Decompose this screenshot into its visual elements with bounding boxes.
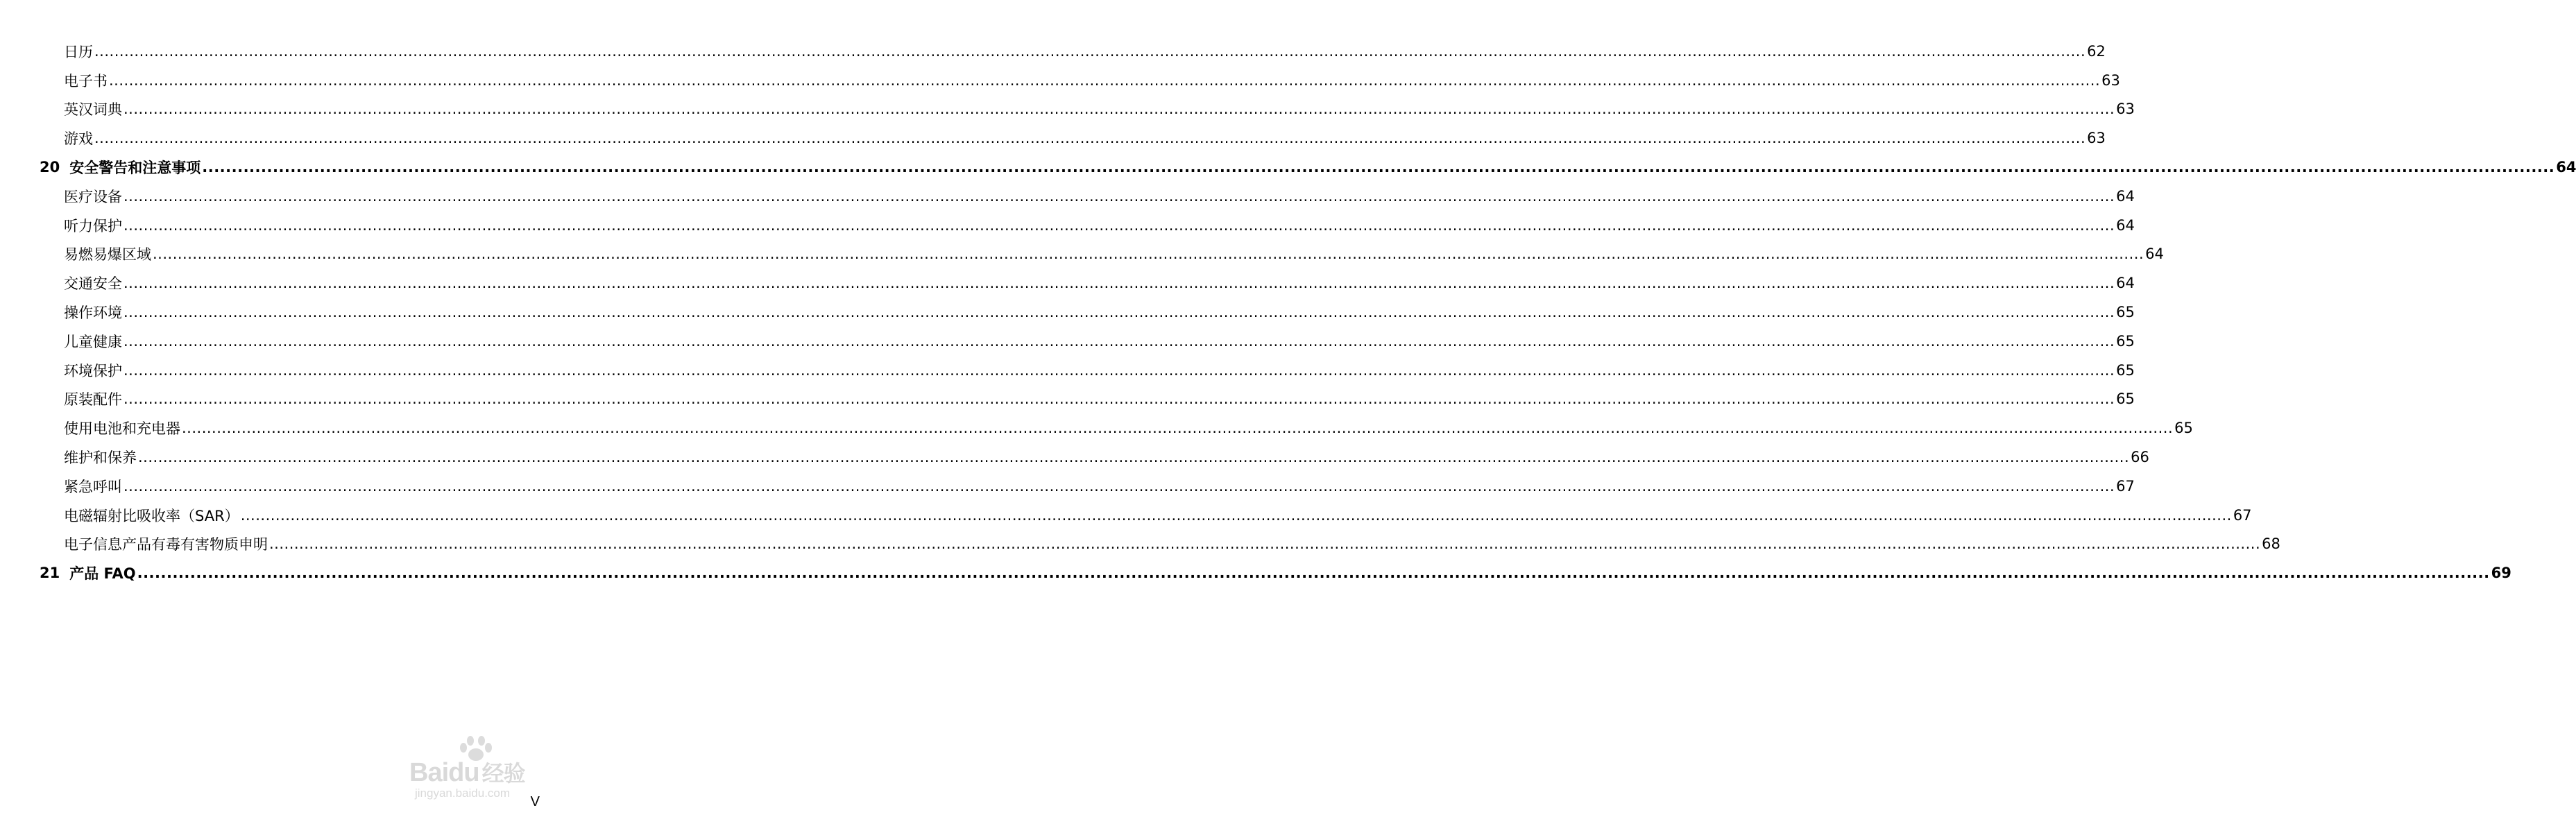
toc-leader-dots: ................................................................................................................................................................................................................................................................................................................................................................................................................ bbox=[109, 71, 2101, 89]
toc-entry bbox=[0, 530, 2280, 559]
toc-entry-page: 67 bbox=[2116, 477, 2135, 495]
toc-entry-page: 65 bbox=[2116, 332, 2135, 350]
toc-entry-page: 64 bbox=[2556, 159, 2576, 176]
toc-entry bbox=[0, 413, 2193, 443]
toc-entry-page: 64 bbox=[2116, 216, 2135, 234]
toc-entry-title: 日历 bbox=[64, 43, 93, 60]
toc-entry-title: 环境保护 bbox=[64, 362, 122, 379]
toc-entry-title: 安全警告和注意事项 bbox=[69, 160, 201, 177]
toc-entry bbox=[0, 66, 2120, 95]
toc-leader-dots: ................................................................................................................................................................................................................................................................................................................................................................................................................ bbox=[182, 420, 2174, 437]
toc-entry-page: 63 bbox=[2087, 130, 2106, 147]
toc-entry bbox=[0, 327, 2135, 356]
toc-leader-dots: ................................................................................................................................................................................................................................................................................................................................................................................................................ bbox=[123, 187, 2115, 205]
toc-entry-title: 英汉词典 bbox=[64, 101, 122, 119]
toc-leader-dots: ................................................................................................................................................................................................................................................................................................................................................................................................................ bbox=[123, 216, 2115, 234]
toc-entry-title: 紧急呼叫 bbox=[64, 478, 122, 495]
toc-entry bbox=[0, 95, 2135, 124]
toc-entry-page: 65 bbox=[2116, 304, 2135, 321]
toc-entry-title: 操作环境 bbox=[64, 304, 122, 322]
toc-entry-title: 电子书 bbox=[64, 72, 108, 89]
toc-entry-page: 68 bbox=[2262, 535, 2280, 553]
toc-entry-title: 游戏 bbox=[64, 130, 93, 148]
toc-entry-page: 64 bbox=[2116, 275, 2135, 292]
toc-leader-dots: ................................................................................................................................................................................................................................................................................................................................................................................................................ bbox=[123, 477, 2115, 495]
toc-leader-dots: ................................................................................................................................................................................................................................................................................................................................................................................................................ bbox=[94, 130, 2086, 147]
toc-leader-dots: ................................................................................................................................................................................................................................................................................................................................................................................................................ bbox=[94, 42, 2086, 60]
toc-entry-title: 原装配件 bbox=[64, 391, 122, 409]
toc-leader-dots: ................................................................................................................................................................................................................................................................................................................................................................................................................ bbox=[240, 506, 2232, 524]
toc-entry bbox=[0, 443, 2149, 472]
toc-entry bbox=[0, 356, 2135, 385]
table-of-contents bbox=[0, 37, 2576, 587]
toc-entry-title: 使用电池和充电器 bbox=[64, 420, 180, 438]
toc-entry bbox=[0, 123, 2106, 153]
toc-chapter-entry bbox=[0, 558, 2511, 587]
toc-chapter-number: 20 bbox=[40, 159, 60, 176]
toc-chapter-entry bbox=[0, 153, 2576, 182]
toc-entry bbox=[0, 472, 2135, 501]
watermark-brand bbox=[409, 756, 525, 788]
toc-entry-page: 63 bbox=[2116, 101, 2135, 118]
page-number: V bbox=[530, 794, 540, 809]
toc-leader-dots: ................................................................................................................................................................................................................................................................................................................................................................................................................ bbox=[123, 275, 2115, 292]
toc-leader-dots: ................................................................................................................................................................................................................................................................................................................................................................................................................ bbox=[123, 101, 2115, 118]
toc-leader-dots: ................................................................................................................................................................................................................................................................................................................................................................................................................ bbox=[123, 390, 2115, 408]
toc-leader-dots: ................................................................................................................................................................................................................................................................................................................................................................................................................ bbox=[138, 449, 2130, 466]
toc-entry-page: 63 bbox=[2101, 71, 2120, 89]
toc-entry-page: 65 bbox=[2116, 390, 2135, 408]
toc-entry-title: 电磁辐射比吸收率（SAR） bbox=[64, 507, 239, 524]
toc-entry-title: 儿童健康 bbox=[64, 333, 122, 350]
toc-entry-title: 维护和保养 bbox=[64, 449, 137, 467]
baidu-jingyan-watermark bbox=[409, 735, 548, 802]
toc-leader-dots: ................................................................................................................................................................................................................................................................................................................................................................................................................ bbox=[123, 304, 2115, 321]
toc-entry-page: 65 bbox=[2174, 420, 2193, 437]
toc-chapter-number: 21 bbox=[40, 565, 60, 582]
toc-entry-title: 听力保护 bbox=[64, 217, 122, 234]
toc-entry-page: 66 bbox=[2131, 449, 2149, 466]
toc-entry-title: 电子信息产品有毒有害物质申明 bbox=[64, 536, 268, 553]
watermark-url: jingyan.baidu.com bbox=[415, 787, 511, 800]
toc-entry-page: 64 bbox=[2116, 187, 2135, 205]
toc-entry bbox=[0, 240, 2164, 269]
toc-entry-page: 65 bbox=[2116, 361, 2135, 379]
toc-entry-page: 64 bbox=[2145, 246, 2164, 263]
toc-entry-page: 69 bbox=[2491, 565, 2511, 582]
toc-leader-dots: ................................................................................................................................................................................................................................................................................................................................................................................................................ bbox=[137, 565, 2490, 582]
toc-entry-title: 医疗设备 bbox=[64, 188, 122, 205]
watermark-brand-latin: Bai bbox=[409, 758, 449, 787]
toc-leader-dots: ................................................................................................................................................................................................................................................................................................................................................................................................................ bbox=[269, 535, 2261, 553]
toc-entry bbox=[0, 211, 2135, 240]
toc-entry bbox=[0, 298, 2135, 327]
toc-leader-dots: ................................................................................................................................................................................................................................................................................................................................................................................................................ bbox=[202, 159, 2555, 176]
toc-entry-title: 易燃易爆区域 bbox=[64, 246, 151, 264]
toc-entry bbox=[0, 37, 2106, 66]
toc-entry bbox=[0, 268, 2135, 298]
toc-leader-dots: ................................................................................................................................................................................................................................................................................................................................................................................................................ bbox=[123, 332, 2115, 350]
toc-entry bbox=[0, 385, 2135, 414]
toc-entry bbox=[0, 182, 2135, 211]
toc-entry-title: 产品 FAQ bbox=[69, 565, 136, 583]
toc-leader-dots: ................................................................................................................................................................................................................................................................................................................................................................................................................ bbox=[123, 361, 2115, 379]
toc-entry-page: 62 bbox=[2087, 42, 2106, 60]
watermark-brand-du: du bbox=[448, 758, 479, 787]
toc-leader-dots: ................................................................................................................................................................................................................................................................................................................................................................................................................ bbox=[153, 246, 2144, 263]
toc-entry-title: 交通安全 bbox=[64, 275, 122, 293]
toc-entry-page: 67 bbox=[2233, 506, 2252, 524]
toc-entry bbox=[0, 501, 2252, 530]
watermark-brand-cn: 经验 bbox=[481, 761, 525, 786]
